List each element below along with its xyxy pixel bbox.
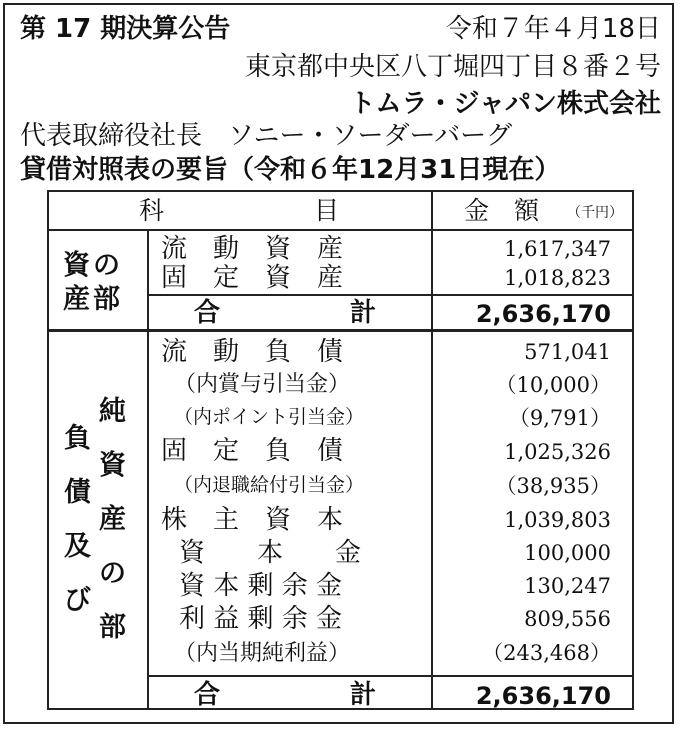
liability-row-value: （243,468） bbox=[482, 641, 611, 665]
assets-section-label: 資の産部 bbox=[63, 250, 123, 315]
liability-row-value: 130,247 bbox=[524, 574, 611, 598]
liability-row-name: 固 定 負 債 bbox=[161, 436, 344, 466]
liabilities-section-label-left: 負債及び bbox=[64, 423, 91, 616]
representative: 代表取締役社長 ソニー・ソーダーバーグ bbox=[20, 121, 513, 151]
balance-sheet-title: 貸借対照表の要旨（令和６年12月31日現在） bbox=[20, 155, 561, 185]
liability-row-name: 利 益 剰 余 金 bbox=[179, 604, 343, 634]
liability-row-value: 571,041 bbox=[524, 340, 611, 364]
liability-row-value: 809,556 bbox=[524, 607, 611, 631]
notice-title: 第 17 期決算公告 bbox=[20, 14, 231, 44]
liability-row-value: 1,039,803 bbox=[504, 508, 611, 532]
assets-total-divider bbox=[147, 294, 632, 296]
company-address: 東京都中央区八丁堀四丁目８番２号 bbox=[244, 52, 661, 82]
liability-row-value: （9,791） bbox=[508, 406, 611, 430]
column-header-amount: 金 額 bbox=[464, 196, 540, 225]
balance-sheet-table bbox=[47, 190, 634, 710]
liability-row-name: （内当期純利益） bbox=[174, 641, 351, 666]
column-header-item: 科 目 bbox=[139, 196, 340, 225]
assets-end-divider bbox=[49, 329, 632, 332]
company-name: トムラ・ジャパン株式会社 bbox=[349, 89, 661, 119]
liabilities-total-divider bbox=[147, 675, 632, 677]
assets-total-label: 合 計 bbox=[194, 298, 377, 328]
asset-row-value: 1,617,347 bbox=[504, 237, 611, 261]
liability-row-value: 100,000 bbox=[524, 541, 611, 565]
asset-row-name: 流 動 資 産 bbox=[161, 234, 344, 264]
asset-row-value: 1,018,823 bbox=[504, 266, 611, 290]
liability-row-name: 流 動 負 債 bbox=[161, 337, 344, 367]
asset-row-name: 固 定 資 産 bbox=[161, 263, 344, 293]
liability-row-name: 資 本 剰 余 金 bbox=[179, 571, 343, 601]
liability-row-value: （38,935） bbox=[495, 474, 611, 498]
liability-row-value: 1,025,326 bbox=[504, 440, 611, 464]
liability-row-name: 資 本 金 bbox=[179, 538, 362, 568]
notice-date: 令和７年４月18日 bbox=[445, 14, 661, 44]
unit-label: （千円） bbox=[567, 205, 623, 221]
liabilities-total-value: 2,636,170 bbox=[475, 682, 611, 710]
liability-row-name: （内賞与引当金） bbox=[174, 372, 351, 397]
category-divider bbox=[147, 229, 149, 708]
liability-row-name: （内退職給付引当金） bbox=[174, 474, 365, 496]
header-divider bbox=[49, 229, 632, 231]
liabilities-total-label: 合 計 bbox=[194, 680, 377, 710]
liabilities-section-label-right: 純資産の部 bbox=[99, 396, 126, 643]
liability-row-name: （内ポイント引当金） bbox=[174, 406, 365, 428]
assets-total-value: 2,636,170 bbox=[475, 300, 611, 328]
liability-row-name: 株 主 資 本 bbox=[161, 505, 344, 535]
liability-row-value: （10,000） bbox=[495, 373, 611, 397]
amount-divider bbox=[431, 192, 433, 708]
